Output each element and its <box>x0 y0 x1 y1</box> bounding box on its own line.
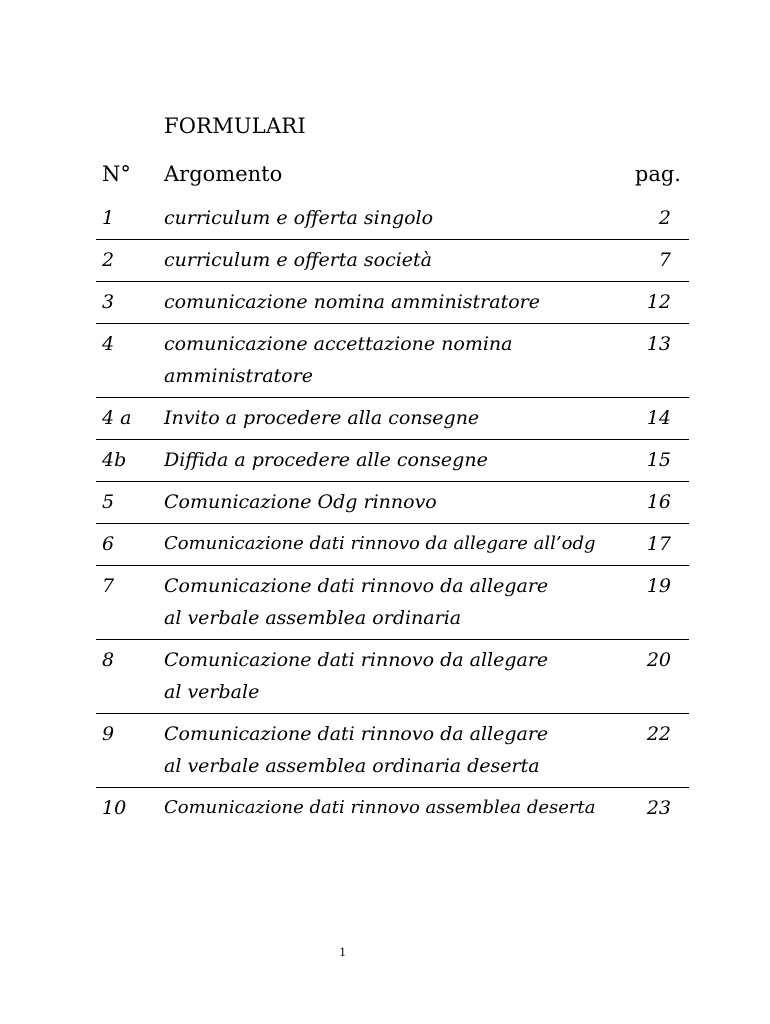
row-pag: 15 <box>646 449 671 471</box>
row-num: 2 <box>102 249 115 271</box>
table-row <box>96 198 689 240</box>
row-pag: 22 <box>646 723 671 745</box>
row-num: 1 <box>102 207 115 229</box>
row-pag: 20 <box>646 649 671 671</box>
row-pag: 12 <box>646 291 671 313</box>
row-pag: 7 <box>658 249 671 271</box>
table-row <box>96 398 689 440</box>
row-argomento: comunicazione accettazione nomina amministratore <box>164 333 513 387</box>
table-row <box>96 714 689 788</box>
table-row <box>96 240 689 282</box>
table-row <box>96 640 689 714</box>
page-title: FORMULARI <box>164 114 306 138</box>
row-num: 7 <box>102 575 115 597</box>
table-row <box>96 324 689 398</box>
header-argomento: Argomento <box>164 162 283 186</box>
row-pag: 13 <box>646 333 671 355</box>
row-num: 6 <box>102 533 115 555</box>
table-row <box>96 482 689 524</box>
row-num: 9 <box>102 723 115 745</box>
row-pag: 2 <box>658 207 671 229</box>
header-num: N° <box>102 162 131 186</box>
row-pag: 17 <box>646 533 671 555</box>
row-argomento: Comunicazione dati rinnovo assemblea deserta <box>164 797 596 818</box>
table-row <box>96 440 689 482</box>
row-argomento: Diffida a procedere alle consegne <box>164 449 488 471</box>
row-num: 5 <box>102 491 115 513</box>
row-num: 4 a <box>102 407 132 429</box>
row-pag: 16 <box>646 491 671 513</box>
row-pag: 23 <box>646 797 671 819</box>
row-argomento: comunicazione nomina amministratore <box>164 291 540 313</box>
row-num: 4 <box>102 333 115 355</box>
table-row <box>96 282 689 324</box>
row-argomento: Comunicazione dati rinnovo da allegare al verbale assemblea ordinaria deserta <box>164 723 549 777</box>
row-num: 4b <box>102 449 127 471</box>
table-row <box>96 566 689 640</box>
row-num: 10 <box>102 797 127 819</box>
row-argomento: curriculum e offerta società <box>164 249 432 271</box>
row-argomento: Comunicazione Odg rinnovo <box>164 491 437 513</box>
row-argomento: Comunicazione dati rinnovo da allegare all’odg <box>164 533 596 554</box>
page-number: 1 <box>339 944 346 959</box>
table-row <box>96 788 689 829</box>
table-header <box>96 150 689 198</box>
row-argomento: curriculum e offerta singolo <box>164 207 434 229</box>
formulari-table <box>96 150 689 829</box>
row-argomento: Invito a procedere alla consegne <box>164 407 480 429</box>
row-num: 8 <box>102 649 115 671</box>
header-pag: pag. <box>634 162 681 186</box>
row-pag: 14 <box>646 407 671 429</box>
table-row <box>96 524 689 566</box>
row-argomento: Comunicazione dati rinnovo da allegare al verbale <box>164 649 549 703</box>
row-pag: 19 <box>646 575 671 597</box>
row-argomento: Comunicazione dati rinnovo da allegare al verbale assemblea ordinaria <box>164 575 549 629</box>
row-num: 3 <box>102 291 115 313</box>
